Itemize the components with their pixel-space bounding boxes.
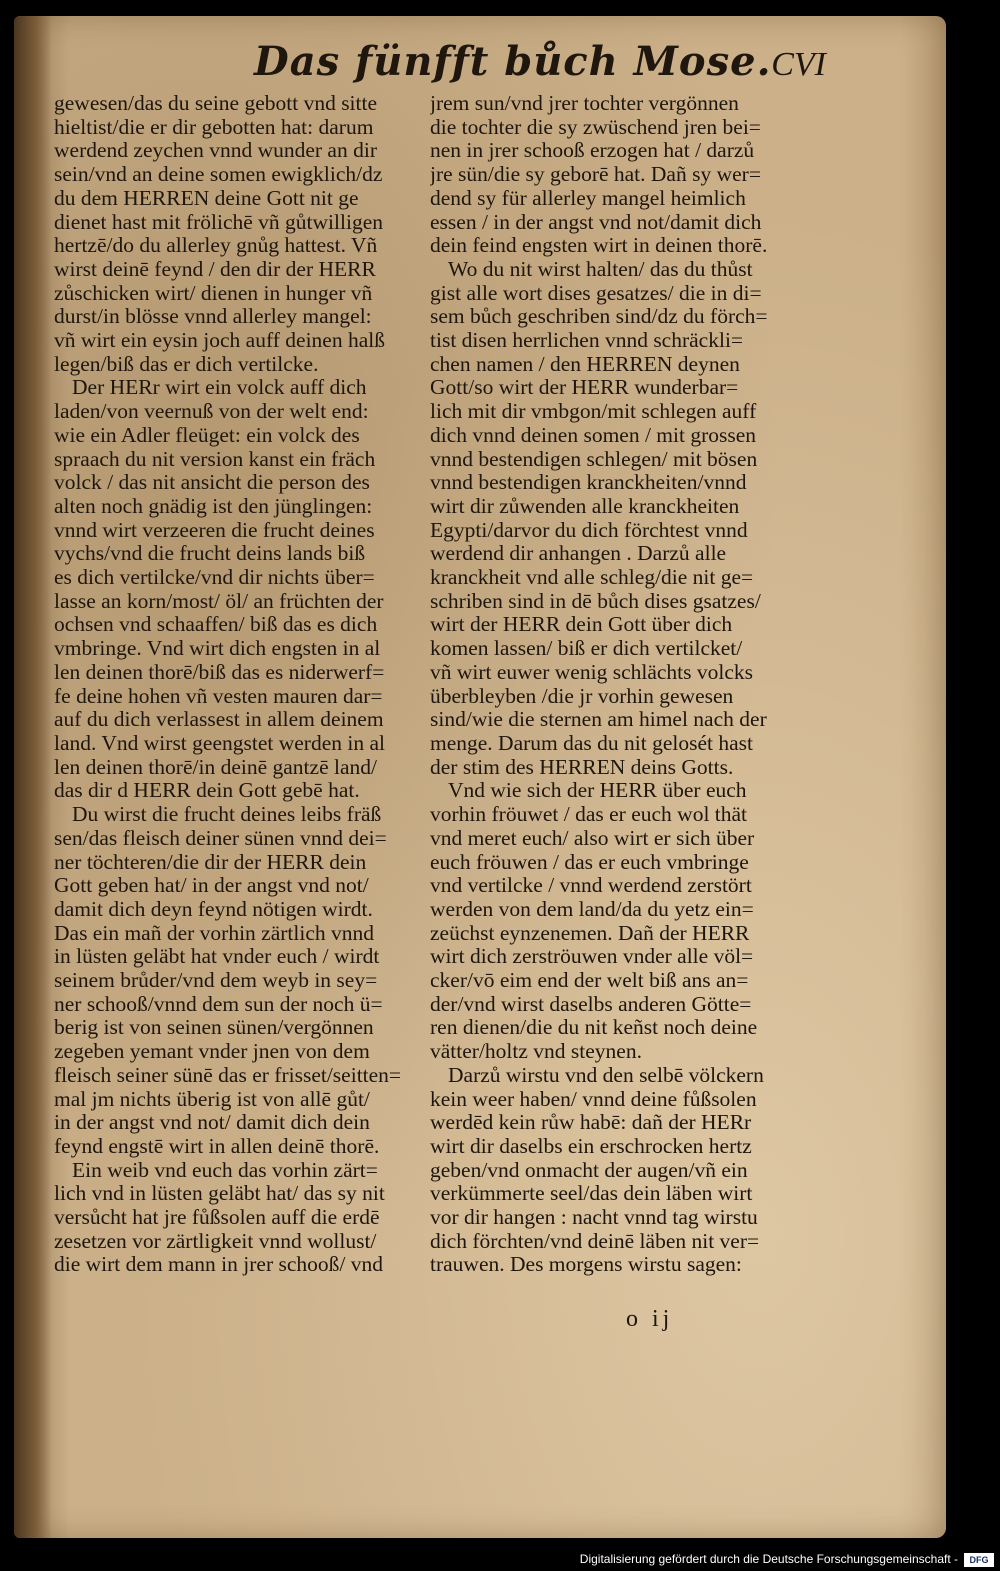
text-line: vnd vertilcke / vnnd werdend zerstört	[430, 874, 752, 898]
signature-mark: o ij	[626, 1306, 674, 1332]
text-line: land. Vnd wirst geengstet werden in al	[54, 731, 385, 755]
text-line: vnnd bestendigen schlegen/ mit bösen	[430, 447, 758, 471]
text-line: berig ist von seinen sünen/vergönnen	[54, 1016, 374, 1040]
text-line: trauwen. Des morgens wirstu sagen:	[430, 1253, 742, 1277]
text-line: cker/vō eim end der welt biß ans an=	[430, 969, 749, 993]
text-line: menge. Darum das du nit gelosét hast	[430, 731, 754, 755]
text-line: fleisch seiner sünē das er frisset/seitten=	[54, 1063, 402, 1087]
text-line: dend sy für allerley mangel heimlich	[430, 186, 746, 210]
text-line: schriben sind in dē bůch dises gsatzes/	[430, 589, 761, 613]
text-line: sein/vnd an deine somen ewigklich/dz	[54, 163, 383, 187]
text-line: vnnd wirt verzeeren die frucht deines	[54, 518, 375, 542]
text-line: vychs/vnd die frucht deins lands biß	[54, 542, 366, 566]
text-line: wirt der HERR dein Gott über dich	[430, 613, 733, 637]
text-line: vñ wirt euwer wenig schlächts volcks	[430, 660, 754, 684]
text-line: wie ein Adler fleüget: ein volck des	[54, 423, 360, 447]
paragraph	[430, 1064, 790, 1277]
text-line: Gott geben hat/ in der angst vnd not/	[54, 874, 369, 898]
text-line: die wirt dem mann in jrer schooß/ vnd	[54, 1253, 383, 1277]
text-line: Egypti/darvor du dich förchtest vnnd	[430, 518, 748, 542]
text-line: len deinen thorē/in deinē gantzē land/	[54, 755, 377, 779]
text-line: zeüchst eynzenemen. Dañ der HERR	[430, 921, 750, 945]
text-line: vor dir hangen : nacht vnnd tag wirstu	[430, 1206, 758, 1230]
text-line: mal jm nichts überig ist von allē gůt/	[54, 1087, 370, 1111]
text-line: vñ wirt ein eysin joch auff deinen halß	[54, 329, 385, 353]
text-line: geben/vnd onmacht der augen/vñ ein	[430, 1158, 748, 1182]
text-line: dienet hast mit frölichē vñ gůtwilligen	[54, 210, 383, 234]
text-line: vmbringe. Vnd wirt dich engsten in al	[54, 637, 381, 661]
text-line: ochsen vnd schaaffen/ biß das es dich	[54, 613, 378, 637]
text-line: feynd engstē wirt in allen deinē thorē.	[54, 1134, 380, 1158]
text-line: Das ein mañ der vorhin zärtlich vnnd	[54, 921, 375, 945]
text-line: jre sün/die sy geborē hat. Dañ sy wer=	[430, 163, 761, 187]
text-line: vätter/holtz vnd steynen.	[430, 1040, 642, 1064]
text-line: len deinen thorē/biß das es niderwerf=	[54, 660, 385, 684]
text-line: Du wirst die frucht deines leibs fräß	[72, 803, 382, 827]
text-line: damit dich deyn feynd nötigen wirdt.	[54, 897, 373, 921]
text-line: ren dienen/die du nit keñst noch deine	[430, 1016, 758, 1040]
text-line: euch fröuwen / das er euch vmbringe	[430, 850, 749, 874]
text-line: ner töchteren/die dir der HERR dein	[54, 850, 367, 874]
text-line: hieltist/die er dir gebotten hat: darum	[54, 115, 374, 139]
book-page	[14, 16, 946, 1538]
text-line: tist disen herrlichen vnnd schräckli=	[430, 329, 744, 353]
paragraph	[54, 92, 414, 376]
text-line: vnnd bestendigen kranckheiten/vnnd	[430, 471, 747, 495]
text-line: überbleyben /die jr vorhin gewesen	[430, 684, 734, 708]
text-line: zegeben yemant vnder jnen von dem	[54, 1040, 370, 1064]
text-line: kein weer haben/ vnnd deine fůßsolen	[430, 1087, 757, 1111]
text-line: hertzē/do du allerley gnůg hattest. Vñ	[54, 234, 378, 258]
text-line: gewesen/das du seine gebott vnd sitte	[54, 92, 378, 115]
dfg-logo: DFG	[964, 1553, 994, 1567]
text-line: nen in jrer schooß erzogen hat / darzů	[430, 139, 755, 163]
text-line: das dir d HERR dein Gott gebē hat.	[54, 779, 360, 803]
text-line: Gott/so wirt der HERR wunderbar=	[430, 376, 739, 400]
paragraph	[430, 92, 790, 258]
text-line: Darzů wirstu vnd den selbē völckern	[448, 1063, 764, 1087]
text-line: wirst deinē feynd / den dir der HERR	[54, 257, 376, 281]
text-line: werdēd kein růw habē: dañ der HERr	[430, 1111, 752, 1135]
text-line: die tochter die sy zwüschend jren bei=	[430, 115, 761, 139]
text-line: der/vnd wirst daselbs anderen Götte=	[430, 992, 752, 1016]
text-line: dein feind engsten wirt in deinen thorē.	[430, 234, 768, 258]
paragraph	[430, 258, 790, 779]
text-line: lasse an korn/most/ öl/ an früchten der	[54, 589, 384, 613]
text-line: volck / das nit ansicht die person des	[54, 471, 370, 495]
text-line: vnd meret euch/ also wirt er sich über	[430, 826, 755, 850]
text-line: Vnd wie sich der HERR über euch	[448, 779, 747, 803]
text-line: wirt dir zůwenden alle kranckheiten	[430, 494, 740, 518]
text-line: Der HERr wirt ein volck auff dich	[72, 376, 367, 400]
text-line: wirt dich zerströuwen vnder alle völ=	[430, 945, 754, 969]
text-line: werden von dem land/da du yetz ein=	[430, 897, 754, 921]
text-line: zůschicken wirt/ dienen in hunger vñ	[54, 281, 373, 305]
text-line: kranckheit vnd alle schleg/die nit ge=	[430, 566, 754, 590]
paragraph	[54, 376, 414, 803]
running-title: Das fünfft bůch Mose.	[254, 38, 772, 85]
text-line: wirt dir daselbs ein erschrocken hertz	[430, 1134, 752, 1158]
footer-credit: Digitalisierung gefördert durch die Deutsche Forschungsgemeinschaft -	[579, 1552, 958, 1566]
text-line: alten noch gnädig ist den jünglingen:	[54, 494, 373, 518]
page-header	[14, 32, 946, 94]
text-line: in lüsten geläbt hat vnder euch / wirdt	[54, 945, 380, 969]
text-line: in der angst vnd not/ damit dich dein	[54, 1111, 370, 1135]
text-line: verkümmerte seel/das dein läben wirt	[430, 1182, 753, 1206]
folio-number: CVI	[771, 46, 826, 83]
text-line: sem bůch geschriben sind/dz du förch=	[430, 305, 768, 329]
text-line: lich mit dir vmbgon/mit schlegen auff	[430, 400, 757, 424]
text-line: der stim des HERREN deins Gotts.	[430, 755, 734, 779]
text-line: versůcht hat jre fůßsolen auff die erdē	[54, 1206, 380, 1230]
text-line: essen / in der angst vnd not/damit dich	[430, 210, 762, 234]
text-line: lich vnd in lüsten geläbt hat/ das sy nit	[54, 1182, 385, 1206]
text-line: vorhin fröuwet / das er euch wol thät	[430, 803, 748, 827]
text-line: spraach du nit version kanst ein fräch	[54, 447, 376, 471]
text-line: sind/wie die sternen am himel nach der	[430, 708, 767, 732]
text-line: es dich vertilcke/vnd dir nichts über=	[54, 566, 375, 590]
page-binding-shadow	[14, 16, 52, 1538]
paragraph	[54, 1159, 414, 1278]
text-line: Wo du nit wirst halten/ das du thůst	[448, 257, 753, 281]
digitization-footer	[0, 1550, 1000, 1571]
text-line: chen namen / den HERREN deynen	[430, 352, 740, 376]
left-text-column	[54, 92, 414, 1277]
right-text-column	[430, 92, 790, 1277]
text-line: Ein weib vnd euch das vorhin zärt=	[72, 1158, 378, 1182]
text-line: legen/biß das er dich vertilcke.	[54, 352, 319, 376]
text-line: fe deine hohen vñ vesten mauren dar=	[54, 684, 383, 708]
text-line: dich vnnd deinen somen / mit grossen	[430, 423, 757, 447]
text-line: sen/das fleisch deiner sünen vnnd dei=	[54, 826, 387, 850]
text-line: auf du dich verlassest in allem deinem	[54, 708, 384, 732]
text-line: du dem HERREN deine Gott nit ge	[54, 186, 359, 210]
paragraph	[430, 779, 790, 1063]
text-line: durst/in blösse vnnd allerley mangel:	[54, 305, 372, 329]
text-line: jrem sun/vnd jrer tochter vergönnen	[430, 92, 739, 115]
text-line: seinem brůder/vnd dem weyb in sey=	[54, 969, 378, 993]
text-line: ner schooß/vnnd dem sun der noch ü=	[54, 992, 383, 1016]
text-line: werdend dir anhangen . Darzů alle	[430, 542, 727, 566]
text-line: zesetzen vor zärtligkeit vnnd wollust/	[54, 1229, 377, 1253]
text-line: dich förchten/vnd deinē läben nit ver=	[430, 1229, 760, 1253]
paragraph	[54, 803, 414, 1159]
text-line: gist alle wort dises gesatzes/ die in di=	[430, 281, 762, 305]
text-line: komen lassen/ biß er dich vertilcket/	[430, 637, 743, 661]
text-line: laden/von veernuß von der welt end:	[54, 400, 369, 424]
text-line: werdend zeychen vnnd wunder an dir	[54, 139, 377, 163]
